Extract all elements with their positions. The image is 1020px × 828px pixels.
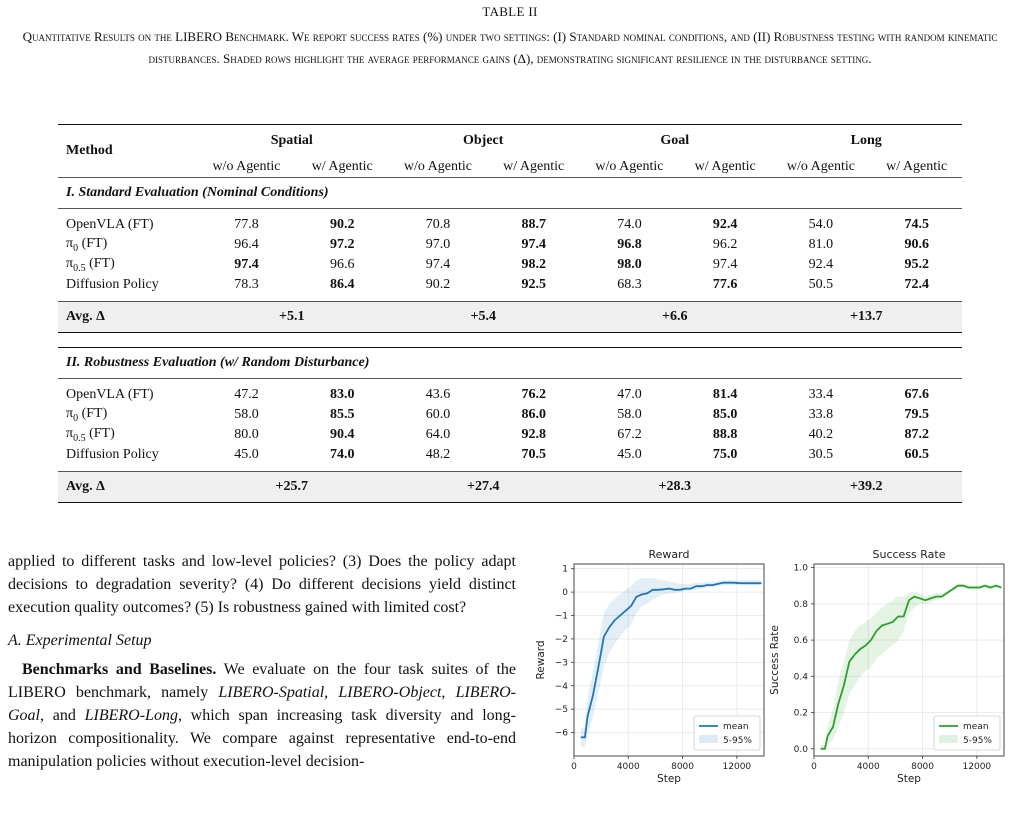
legend-mean-label: mean — [723, 722, 749, 732]
value-cell: 83.0 — [329, 387, 355, 402]
x-tick-label: 8000 — [911, 762, 935, 772]
value-cell: 86.4 — [329, 277, 355, 292]
x-tick-label: 12000 — [962, 762, 992, 772]
value-cell: 77.8 — [234, 217, 259, 232]
value-cell: 54.0 — [808, 217, 834, 232]
value-cell: 30.5 — [808, 447, 834, 462]
avg-value: +28.3 — [579, 472, 770, 503]
value-cell: 67.2 — [617, 427, 642, 442]
value-cell: 64.0 — [425, 427, 451, 442]
text-run: , which span increasing task diversity and long-horizon compositionality. We compare against representative end-to-end manipulation policies without execution-level decision- — [8, 707, 516, 770]
section-gap — [58, 333, 962, 348]
sub-header: w/ Agentic — [311, 159, 373, 174]
text-run: LIBERO-Long — [84, 707, 178, 724]
legend-mean-label: mean — [963, 722, 989, 732]
chart-panel-reward — [535, 548, 764, 785]
avg-label: Avg. Δ — [58, 302, 196, 333]
value-cell: 48.2 — [425, 447, 451, 462]
value-cell: 74.0 — [617, 217, 642, 232]
section-title: I. Standard Evaluation (Nominal Conditions) — [66, 185, 329, 200]
table-row — [58, 425, 962, 445]
x-tick-label: 0 — [571, 762, 577, 772]
paragraph-benchmarks — [8, 658, 516, 773]
sub-header: w/ Agentic — [503, 159, 565, 174]
x-tick-label: 8000 — [671, 762, 695, 772]
chart-title: Success Rate — [872, 548, 946, 561]
y-axis-label: Success Rate — [769, 625, 781, 695]
value-cell: 72.4 — [904, 277, 929, 292]
training-curves — [530, 542, 1014, 823]
value-cell: 97.4 — [712, 257, 738, 272]
body-text — [8, 550, 516, 773]
table-row — [58, 385, 962, 405]
results-table — [58, 124, 962, 503]
value-cell: 96.8 — [617, 237, 642, 252]
value-cell: 74.0 — [329, 447, 355, 462]
y-tick-label: 0 — [562, 588, 568, 599]
avg-value: +5.1 — [196, 302, 387, 333]
value-cell: 43.6 — [425, 387, 451, 402]
x-tick-label: 4000 — [616, 762, 640, 772]
value-cell: 92.4 — [712, 217, 738, 232]
method-cell: OpenVLA (FT) — [66, 387, 154, 402]
value-cell: 98.2 — [521, 257, 546, 272]
x-axis-label: Step — [897, 773, 921, 785]
text-run: LIBERO-Object — [338, 684, 442, 701]
value-cell: 97.4 — [521, 237, 546, 252]
x-axis-label: Step — [657, 773, 681, 785]
text-run: , and — [40, 707, 85, 724]
y-tick-label: −4 — [554, 681, 568, 692]
x-tick-label: 4000 — [856, 762, 880, 772]
avg-row — [58, 302, 962, 333]
value-cell: 67.6 — [904, 387, 929, 402]
method-cell: $\pi_{0.5}$ (FT) — [66, 256, 115, 274]
group-header-spatial: Spatial — [270, 133, 313, 148]
value-cell: 97.0 — [425, 237, 451, 252]
table-label: TABLE II — [482, 4, 538, 19]
value-cell: 80.0 — [234, 427, 259, 442]
value-cell: 78.3 — [234, 277, 259, 292]
value-cell: 90.2 — [425, 277, 451, 292]
text-run: LIBERO-Goal — [8, 684, 516, 724]
value-cell: 58.0 — [617, 407, 642, 422]
value-cell: 97.4 — [234, 257, 259, 272]
value-cell: 47.2 — [234, 387, 259, 402]
mean-line — [581, 583, 762, 738]
avg-value: +6.6 — [579, 302, 770, 333]
chart-panel-success-rate — [769, 548, 1004, 785]
value-cell: 92.4 — [808, 257, 834, 272]
text-run: We evaluate on the four task suites of the LIBERO benchmark, namely — [8, 661, 517, 701]
value-cell: 85.5 — [329, 407, 355, 422]
sub-header: w/o Agentic — [403, 159, 472, 174]
avg-value: +13.7 — [770, 302, 962, 333]
value-cell: 96.2 — [712, 237, 738, 252]
value-cell: 81.4 — [712, 387, 738, 402]
value-cell: 70.5 — [521, 447, 546, 462]
y-tick-label: −6 — [554, 728, 568, 739]
avg-value: +25.7 — [196, 472, 387, 503]
sub-header: w/ Agentic — [886, 159, 948, 174]
method-cell: Diffusion Policy — [66, 277, 159, 292]
section-heading: A. Experimental Setup — [8, 632, 152, 649]
value-cell: 97.2 — [329, 237, 355, 252]
legend-band-swatch — [939, 735, 958, 743]
x-tick-label: 12000 — [722, 762, 752, 772]
avg-value: +5.4 — [387, 302, 578, 333]
gap-cell — [58, 333, 962, 348]
legend-band-swatch — [699, 735, 718, 743]
avg-label: Avg. Δ — [58, 472, 196, 503]
method-cell: $\pi_{0.5}$ (FT) — [66, 426, 115, 444]
method-cell: Diffusion Policy — [66, 447, 159, 462]
value-cell: 87.2 — [904, 427, 929, 442]
value-cell: 45.0 — [617, 447, 642, 462]
y-tick-label: 0.6 — [793, 636, 808, 647]
y-tick-label: 0.2 — [793, 708, 808, 719]
avg-value: +27.4 — [387, 472, 578, 503]
value-cell: 85.0 — [712, 407, 738, 422]
paragraph-questions: applied to different tasks and low-level policies? (3) Does the policy adapt decisions to degradation severity? (4) Do different decisions yield distinct execution quality outcomes? (5) Is robustness gained with limited cost? — [8, 553, 516, 616]
sub-header: w/ Agentic — [694, 159, 756, 174]
value-cell: 33.4 — [808, 387, 834, 402]
table-row — [58, 235, 962, 255]
method-cell: $\pi_0$ (FT) — [66, 406, 108, 424]
method-header: Method — [66, 143, 113, 158]
y-tick-label: 1.0 — [793, 563, 808, 574]
x-tick-label: 0 — [811, 762, 817, 772]
group-header-object: Object — [463, 133, 504, 148]
value-cell: 92.5 — [521, 277, 546, 292]
value-cell: 96.4 — [234, 237, 259, 252]
section-title: II. Robustness Evaluation (w/ Random Disturbance) — [66, 355, 370, 370]
y-tick-label: 0.4 — [793, 672, 808, 683]
value-cell: 96.6 — [329, 257, 355, 272]
y-axis-label: Reward — [535, 640, 547, 680]
table-caption: Quantitative Results on the LIBERO Benchmark. We report success rates (%) under two settings: (I) Standard nominal conditions, and (II) Robustness testing with random kinematic disturbances. Shaded rows highlight the average performance gains (Δ), demonstrating significant resilience in the disturbance setting. — [22, 29, 998, 66]
value-cell: 77.6 — [712, 277, 738, 292]
value-cell: 45.0 — [234, 447, 259, 462]
value-cell: 70.8 — [425, 217, 451, 232]
method-cell: OpenVLA (FT) — [66, 217, 154, 232]
table-row — [58, 275, 962, 295]
y-tick-label: 0.0 — [793, 744, 808, 755]
y-tick-label: 0.8 — [793, 599, 808, 610]
y-tick-label: 1 — [562, 564, 568, 575]
value-cell: 90.2 — [329, 217, 355, 232]
group-header-goal: Goal — [660, 133, 690, 148]
value-cell: 74.5 — [904, 217, 929, 232]
table-row — [58, 445, 962, 465]
section-title-row — [58, 178, 962, 209]
y-tick-label: −3 — [554, 658, 568, 669]
value-cell: 90.6 — [904, 237, 929, 252]
text-run: , — [441, 684, 456, 701]
sub-header: w/o Agentic — [595, 159, 664, 174]
table-row — [58, 215, 962, 235]
value-cell: 97.4 — [425, 257, 451, 272]
sub-header: w/o Agentic — [212, 159, 281, 174]
text-run: , — [324, 684, 339, 701]
sub-header: w/o Agentic — [786, 159, 855, 174]
y-tick-label: −1 — [554, 611, 568, 622]
value-cell: 95.2 — [904, 257, 929, 272]
value-cell: 47.0 — [617, 387, 642, 402]
value-cell: 88.8 — [712, 427, 738, 442]
value-cell: 86.0 — [521, 407, 546, 422]
paragraph-lead: Benchmarks and Baselines. — [22, 661, 217, 678]
value-cell: 92.8 — [521, 427, 546, 442]
value-cell: 90.4 — [329, 427, 355, 442]
value-cell: 79.5 — [904, 407, 929, 422]
value-cell: 68.3 — [617, 277, 642, 292]
value-cell: 58.0 — [234, 407, 259, 422]
text-run: LIBERO-Spatial — [218, 684, 325, 701]
y-tick-label: −2 — [554, 634, 568, 645]
chart-title: Reward — [648, 548, 690, 561]
group-header-long: Long — [850, 133, 882, 148]
avg-row — [58, 472, 962, 503]
legend-band-label: 5-95% — [963, 736, 992, 746]
section-title-row — [58, 348, 962, 379]
value-cell: 40.2 — [808, 427, 834, 442]
avg-value: +39.2 — [770, 472, 962, 503]
value-cell: 98.0 — [617, 257, 642, 272]
value-cell: 60.5 — [904, 447, 929, 462]
table-row — [58, 255, 962, 275]
value-cell: 50.5 — [808, 277, 834, 292]
value-cell: 60.0 — [425, 407, 451, 422]
legend-band-label: 5-95% — [723, 736, 752, 746]
value-cell: 76.2 — [521, 387, 546, 402]
table-row — [58, 405, 962, 425]
y-tick-label: −5 — [554, 705, 568, 716]
value-cell: 88.7 — [521, 217, 546, 232]
value-cell: 81.0 — [808, 237, 834, 252]
training-curves-svg — [530, 542, 1014, 823]
method-cell: $\pi_0$ (FT) — [66, 236, 108, 254]
value-cell: 75.0 — [712, 447, 738, 462]
value-cell: 33.8 — [808, 407, 834, 422]
